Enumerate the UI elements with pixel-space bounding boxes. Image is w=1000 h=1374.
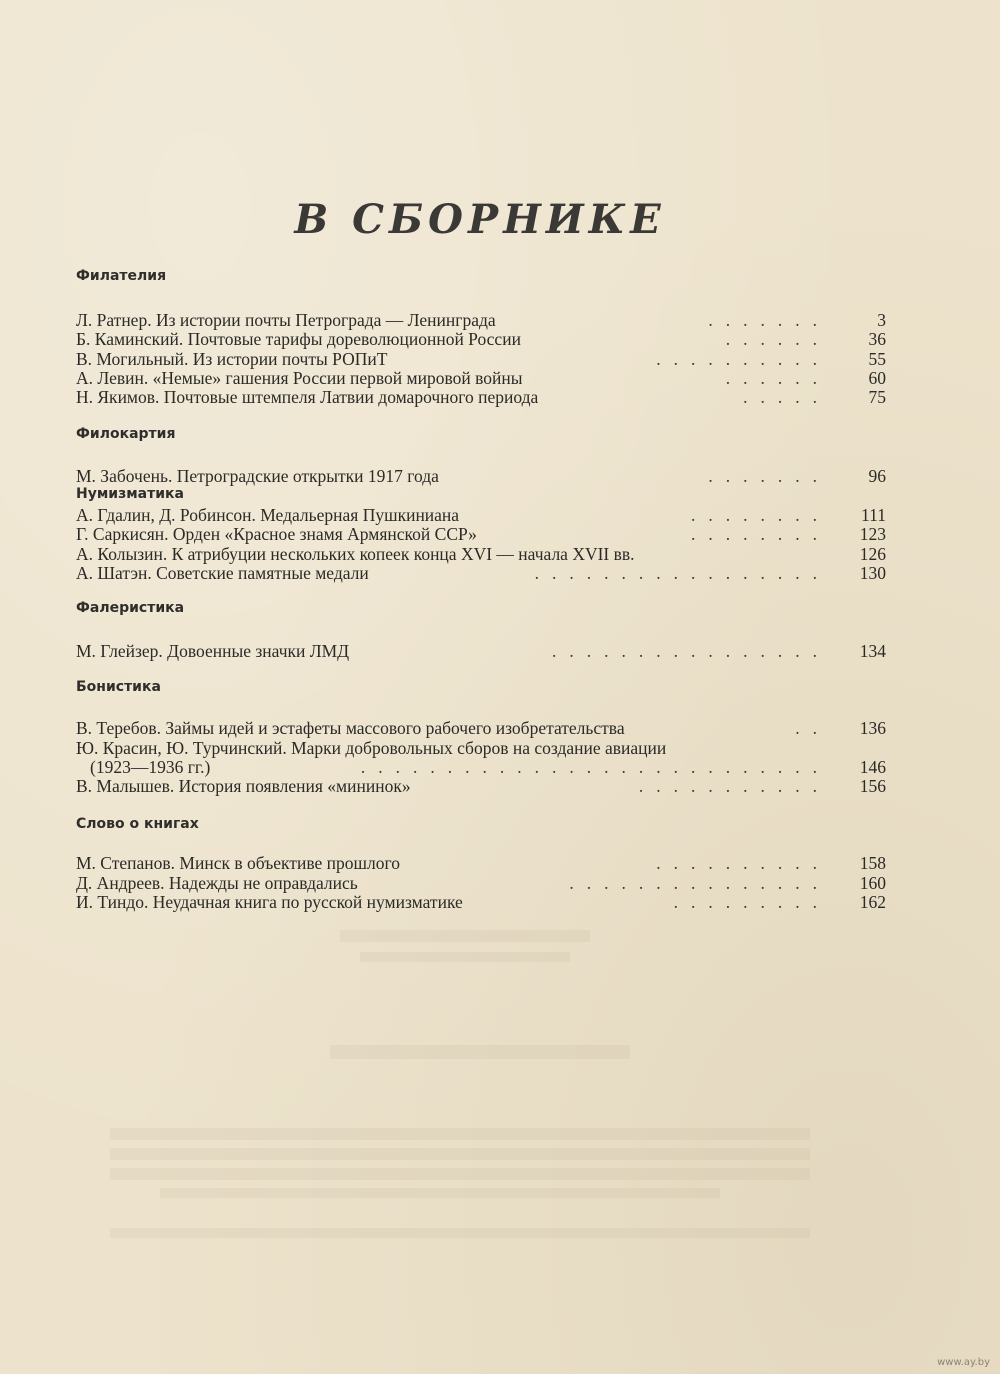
toc-entry-page: 126 [859, 544, 886, 564]
section-heading-philately: Филателия [76, 268, 167, 284]
toc-entry-page: 36 [868, 329, 886, 349]
toc-entry-title: Б. Каминский. Почтовые тарифы дореволюционной России [76, 329, 521, 349]
toc-entry-title: Ю. Красин, Ю. Турчинский. Марки добровольных сборов на создание авиации [76, 738, 667, 758]
leader-dots: ...... [725, 368, 830, 388]
toc-entry-page: 158 [859, 853, 886, 873]
toc-entry-title: Л. Ратнер. Из истории почты Петрограда — Ленинграда [76, 310, 496, 330]
toc-entry-page: 111 [861, 505, 886, 525]
toc-entry-page: 134 [859, 641, 886, 661]
toc-entry-page: 123 [859, 524, 886, 544]
leader-dots: ........... [638, 776, 830, 796]
toc-entry-page: 96 [868, 466, 886, 486]
leader-dots: ....... [708, 466, 830, 486]
toc-entry-page: 160 [859, 873, 886, 893]
leader-dots: .......... [656, 853, 830, 873]
toc-entry-title: В. Малышев. История появления «мининок» [76, 776, 411, 796]
toc-entry-title: М. Степанов. Минск в объективе прошлого [76, 853, 400, 873]
leader-dots: ............... [569, 873, 830, 893]
leader-dots: ........................... [360, 757, 830, 777]
toc-entry-title: В. Теребов. Займы идей и эстафеты массового рабочего изобретательства [76, 718, 625, 738]
watermark: www.ay.by [937, 1357, 990, 1368]
page-title: В СБОРНИКЕ [294, 196, 666, 243]
show-through-blur [110, 1228, 810, 1238]
section-heading-numismatics: Нумизматика [76, 486, 184, 502]
toc-entry-title: В. Могильный. Из истории почты РОПиТ [76, 349, 388, 369]
toc-entry-title: А. Колызин. К атрибуции нескольких копеек конца XVI — начала XVII вв. [76, 544, 635, 564]
show-through-blur [110, 1128, 810, 1140]
section-heading-faleristics: Фалеристика [76, 600, 185, 616]
toc-entry-title: И. Тиндо. Неудачная книга по русской нумизматике [76, 892, 463, 912]
toc-entry-page: 60 [868, 368, 886, 388]
toc-entry-page: 162 [859, 892, 886, 912]
toc-entry-title: (1923—1936 гг.) [90, 757, 211, 777]
section-heading-book-reviews: Слово о книгах [76, 816, 199, 832]
toc-entry-page: 136 [859, 718, 886, 738]
show-through-blur [110, 1168, 810, 1180]
leader-dots: .. [795, 718, 830, 738]
toc-entry-title: Д. Андреев. Надежды не оправдались [76, 873, 358, 893]
leader-dots: ........ [691, 524, 830, 544]
leader-dots: ................. [534, 563, 830, 583]
toc-entry-title: Г. Саркисян. Орден «Красное знамя Армянской ССР» [76, 524, 477, 544]
show-through-blur [340, 930, 590, 942]
leader-dots: ....... [708, 310, 830, 330]
leader-dots: ................ [552, 641, 830, 661]
toc-entry-title: М. Забочень. Петроградские открытки 1917 года [76, 466, 439, 486]
toc-entry-title: А. Шатэн. Советские памятные медали [76, 563, 369, 583]
leader-dots: ..... [743, 387, 830, 407]
section-heading-bonistics: Бонистика [76, 679, 161, 695]
toc-entry-title: А. Левин. «Немые» гашения России первой мировой войны [76, 368, 523, 388]
toc-entry-title: А. Гдалин, Д. Робинсон. Медальерная Пушкиниана [76, 505, 460, 525]
toc-entry-page: 156 [859, 776, 886, 796]
show-through-blur [330, 1045, 630, 1059]
toc-entry-title: Н. Якимов. Почтовые штемпеля Латвии домарочного периода [76, 387, 539, 407]
show-through-blur [110, 1148, 810, 1160]
show-through-blur [360, 952, 570, 962]
section-heading-philocarty: Филокартия [76, 426, 176, 442]
leader-dots: .......... [656, 349, 830, 369]
leader-dots: ...... [725, 329, 830, 349]
toc-entry-page: 55 [868, 349, 886, 369]
toc-entry-page: 75 [868, 387, 886, 407]
toc-entry-title: М. Глейзер. Довоенные значки ЛМД [76, 641, 350, 661]
leader-dots: ......... [673, 892, 830, 912]
leader-dots: ........ [691, 505, 830, 525]
toc-entry-page: 130 [859, 563, 886, 583]
toc-entry-page: 146 [859, 757, 886, 777]
show-through-blur [160, 1188, 720, 1198]
toc-entry-page: 3 [877, 310, 886, 330]
